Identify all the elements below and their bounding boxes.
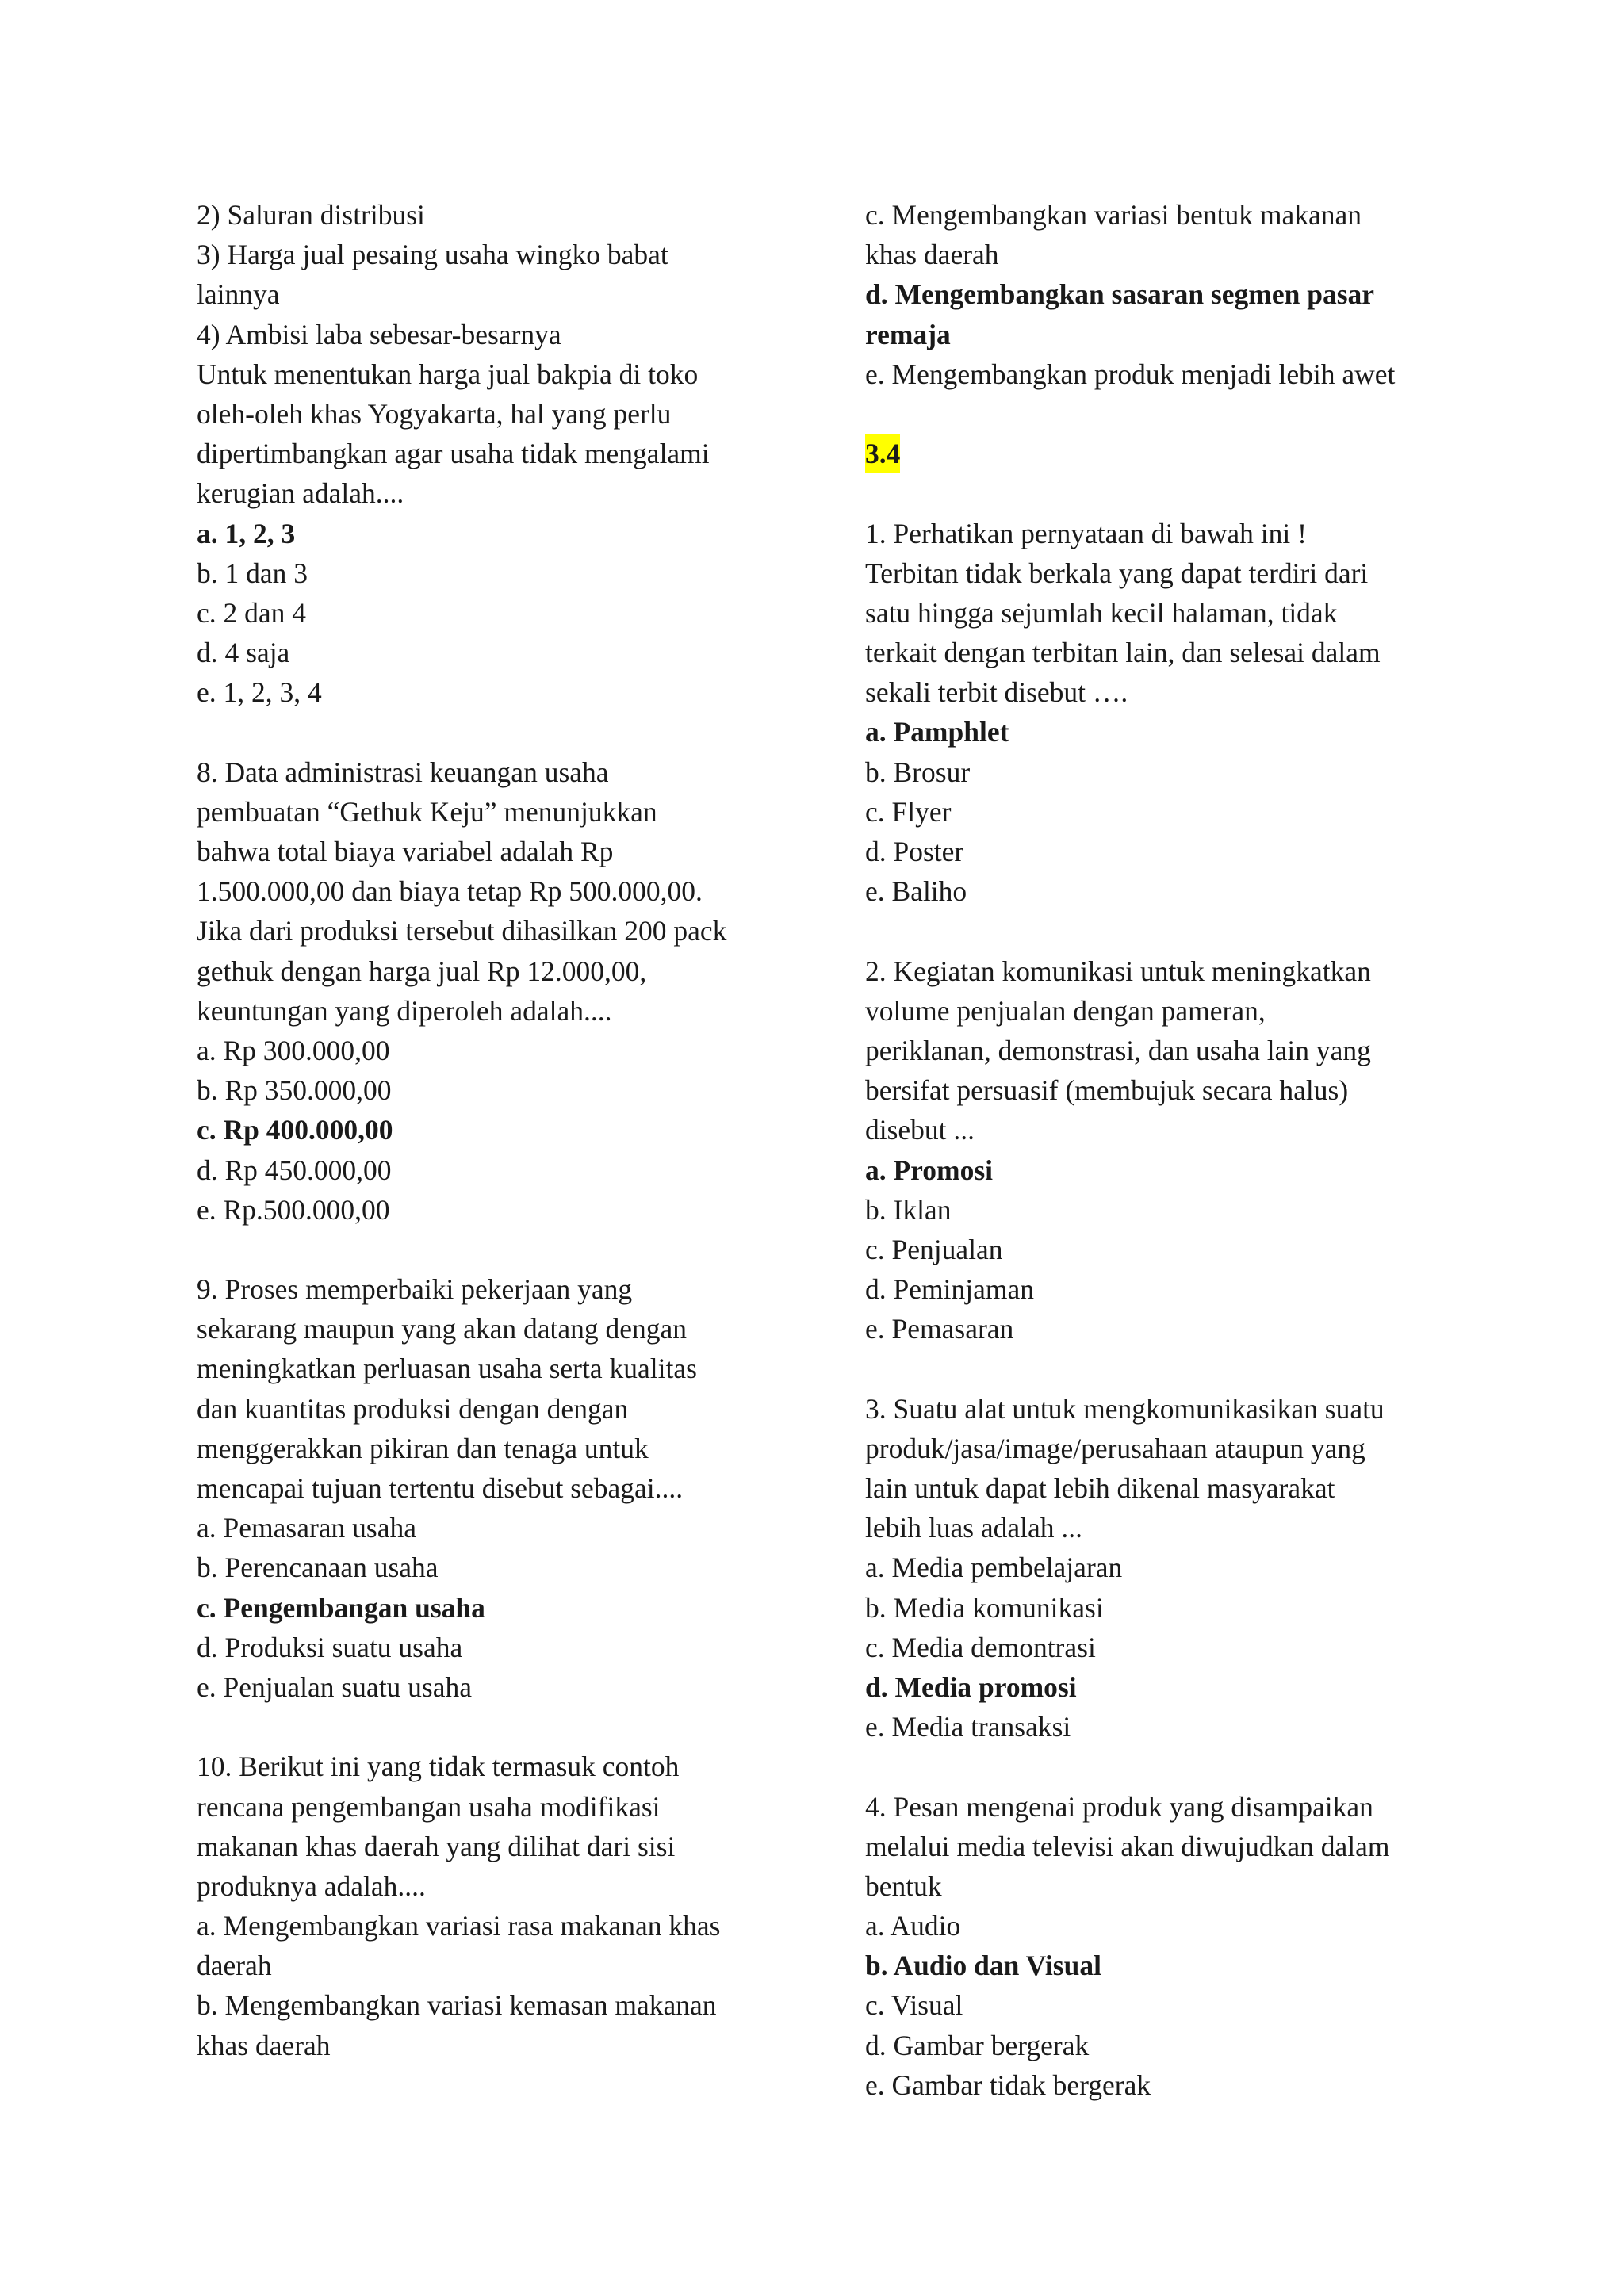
line-text: lainnya — [197, 278, 280, 311]
line-text: c. Penjualan — [865, 1233, 1003, 1265]
line-text: b. Brosur — [865, 756, 971, 788]
line-text: Jika dari produksi tersebut dihasilkan 200 pack — [197, 915, 727, 947]
text-line — [865, 1548, 1468, 1587]
text-line — [197, 1946, 799, 1985]
line-text: 1.500.000,00 dan biaya tetap Rp 500.000,00. — [197, 875, 703, 908]
text-line — [197, 394, 799, 434]
text-line — [865, 792, 1468, 832]
line-text: disebut ... — [865, 1114, 975, 1146]
text-line — [197, 315, 799, 354]
answer-line — [865, 712, 1468, 752]
line-text: a. Media pembelajaran — [865, 1552, 1123, 1584]
text-line — [865, 951, 1468, 991]
line-text: bentuk — [865, 1869, 942, 1902]
text-line — [197, 832, 799, 871]
text-line — [865, 1309, 1468, 1349]
line-text: e. Mengembangkan produk menjadi lebih awet — [865, 358, 1396, 390]
line-text: e. Gambar tidak bergerak — [865, 2068, 1151, 2101]
line-text: d. Produksi suatu usaha — [197, 1631, 463, 1663]
line-text: rencana pengembangan usaha modifikasi — [197, 1790, 661, 1823]
line-text: daerah — [197, 1950, 272, 1982]
text-line — [197, 1548, 799, 1587]
left-column — [197, 195, 799, 2065]
text-line — [865, 1110, 1468, 1150]
text-line — [865, 1070, 1468, 1110]
text-line — [197, 274, 799, 314]
line-text: meningkatkan perluasan usaha serta kualitas — [197, 1353, 697, 1385]
line-text: bahwa total biaya variabel adalah Rp — [197, 836, 614, 867]
line-text: 2) Saluran distribusi — [197, 199, 425, 231]
text-line — [865, 1707, 1468, 1747]
section-heading: 3.4 — [865, 434, 900, 473]
line-text: 8. Data administrasi keuangan usaha — [197, 756, 609, 788]
line-text: c. Media demontrasi — [865, 1631, 1096, 1663]
line-text: d. Poster — [865, 836, 964, 867]
text-line — [197, 1747, 799, 1786]
line-text: satu hingga sejumlah kecil halaman, tidak — [865, 596, 1338, 629]
line-text: a. Mengembangkan variasi rasa makanan khas — [197, 1910, 721, 1942]
line-text: e. Pemasaran — [865, 1313, 1014, 1345]
line-text: b. Iklan — [865, 1193, 952, 1226]
line-text: khas daerah — [865, 239, 999, 271]
text-line — [865, 553, 1468, 593]
text-line — [197, 1389, 799, 1429]
text-line — [865, 752, 1468, 792]
line-text: melalui media televisi akan diwujudkan dalam — [865, 1830, 1390, 1862]
text-line — [197, 473, 799, 513]
line-text: menggerakkan pikiran dan tenaga untuk — [197, 1432, 649, 1464]
line-text: e. Rp.500.000,00 — [197, 1193, 390, 1226]
blank-line — [197, 1707, 799, 1747]
text-line — [865, 991, 1468, 1031]
answer-line — [865, 1667, 1468, 1707]
text-line — [197, 1468, 799, 1508]
text-line — [865, 195, 1468, 235]
blank-line — [865, 1349, 1468, 1388]
line-text: e. Baliho — [865, 875, 967, 908]
line-text: d. Mengembangkan sasaran segmen pasar — [865, 278, 1375, 311]
text-line — [197, 752, 799, 792]
line-text: a. Pemasaran usaha — [197, 1512, 416, 1544]
line-text: b. 1 dan 3 — [197, 557, 308, 589]
line-text: e. Penjualan suatu usaha — [197, 1670, 473, 1703]
text-line — [197, 1667, 799, 1707]
line-text: a. Rp 300.000,00 — [197, 1034, 390, 1066]
text-line — [865, 1906, 1468, 1946]
line-text: oleh-oleh khas Yogyakarta, hal yang perlu — [197, 397, 672, 430]
line-text: a. Audio — [865, 1910, 961, 1942]
text-line — [197, 1429, 799, 1468]
line-text: bersifat persuasif (membujuk secara halus) — [865, 1074, 1349, 1107]
line-text: 1. Perhatikan pernyataan di bawah ini ! — [865, 517, 1307, 549]
text-line — [197, 1031, 799, 1070]
text-line — [865, 2026, 1468, 2065]
text-line — [865, 1031, 1468, 1070]
text-line — [197, 1190, 799, 1230]
text-line — [197, 871, 799, 911]
line-text: d. Media promosi — [865, 1670, 1077, 1703]
answer-line — [197, 1588, 799, 1628]
text-line — [197, 1349, 799, 1388]
line-text: terkait dengan terbitan lain, dan selesai dalam — [865, 637, 1381, 669]
line-text: b. Media komunikasi — [865, 1591, 1104, 1624]
line-text: d. 4 saja — [197, 637, 290, 669]
text-line — [865, 1468, 1468, 1508]
text-line — [865, 593, 1468, 633]
line-text: Terbitan tidak berkala yang dapat terdiri dari — [865, 557, 1369, 589]
line-text: c. Pengembangan usaha — [197, 1591, 485, 1624]
blank-line — [865, 394, 1468, 434]
text-line — [865, 672, 1468, 712]
text-line — [865, 1787, 1468, 1827]
text-line — [197, 1827, 799, 1866]
text-line — [197, 672, 799, 712]
answer-line — [197, 1110, 799, 1150]
text-line — [865, 1985, 1468, 2025]
line-text: keuntungan yang diperoleh adalah.... — [197, 994, 612, 1027]
line-text: lebih luas adalah ... — [865, 1512, 1083, 1544]
text-line — [197, 434, 799, 473]
text-line — [197, 1508, 799, 1548]
text-line — [865, 871, 1468, 911]
line-text: periklanan, demonstrasi, dan usaha lain yang — [865, 1034, 1371, 1066]
text-line — [197, 1070, 799, 1110]
line-text: c. Mengembangkan variasi bentuk makanan — [865, 199, 1362, 231]
line-text: produk/jasa/image/perusahaan ataupun yang — [865, 1432, 1365, 1464]
text-line — [197, 911, 799, 951]
line-text: a. Pamphlet — [865, 716, 1009, 748]
line-text: 4) Ambisi laba sebesar-besarnya — [197, 318, 561, 350]
text-line — [197, 991, 799, 1031]
answer-line — [865, 1946, 1468, 1985]
text-line — [865, 1508, 1468, 1548]
blank-line — [197, 712, 799, 752]
text-line — [197, 792, 799, 832]
text-line — [865, 1389, 1468, 1429]
line-text: gethuk dengan harga jual Rp 12.000,00, — [197, 955, 647, 987]
text-line — [197, 1309, 799, 1349]
text-line — [865, 832, 1468, 871]
blank-line — [865, 473, 1468, 513]
line-text: b. Mengembangkan variasi kemasan makanan — [197, 1989, 717, 2022]
line-text: khas daerah — [197, 2029, 331, 2061]
line-text: e. 1, 2, 3, 4 — [197, 676, 322, 709]
line-text: a. Promosi — [865, 1154, 994, 1186]
line-text: a. 1, 2, 3 — [197, 517, 296, 549]
line-text: b. Rp 350.000,00 — [197, 1074, 392, 1107]
blank-line — [865, 1747, 1468, 1786]
answer-line — [865, 434, 1468, 473]
line-text: mencapai tujuan tertentu disebut sebagai.... — [197, 1472, 684, 1504]
answer-line — [197, 514, 799, 553]
line-text: sekali terbit disebut …. — [865, 676, 1128, 709]
line-text: 3) Harga jual pesaing usaha wingko babat — [197, 239, 668, 271]
text-line — [197, 1269, 799, 1309]
line-text: Untuk menentukan harga jual bakpia di toko — [197, 358, 699, 390]
line-text: e. Media transaksi — [865, 1711, 1071, 1743]
line-text: dan kuantitas produksi dengan dengan — [197, 1392, 629, 1425]
line-text: d. Rp 450.000,00 — [197, 1154, 392, 1186]
line-text: c. 2 dan 4 — [197, 596, 307, 629]
text-line — [865, 1429, 1468, 1468]
line-text: c. Rp 400.000,00 — [197, 1114, 393, 1146]
text-line — [197, 593, 799, 633]
line-text: 10. Berikut ini yang tidak termasuk contoh — [197, 1751, 680, 1783]
blank-line — [865, 911, 1468, 951]
text-line — [197, 1787, 799, 1827]
line-text: d. Gambar bergerak — [865, 2029, 1090, 2061]
line-text: c. Flyer — [865, 795, 952, 828]
line-text: lain untuk dapat lebih dikenal masyarakat — [865, 1472, 1335, 1504]
text-line — [197, 1628, 799, 1667]
text-line — [197, 1906, 799, 1946]
text-line — [865, 1588, 1468, 1628]
text-line — [197, 633, 799, 672]
line-text: sekarang maupun yang akan datang dengan — [197, 1313, 688, 1345]
text-line — [197, 951, 799, 991]
text-line — [197, 195, 799, 235]
line-text: produknya adalah.... — [197, 1869, 426, 1902]
line-text: b. Audio dan Visual — [865, 1950, 1101, 1982]
text-line — [197, 1985, 799, 2025]
text-line — [865, 1628, 1468, 1667]
line-text: c. Visual — [865, 1989, 963, 2022]
right-column — [865, 195, 1468, 2105]
text-line — [865, 1269, 1468, 1309]
text-line — [865, 235, 1468, 274]
text-line — [197, 1150, 799, 1190]
text-line — [865, 1190, 1468, 1230]
line-text: 3. Suatu alat untuk mengkomunikasikan suatu — [865, 1392, 1385, 1425]
text-line — [865, 633, 1468, 672]
line-text: pembuatan “Gethuk Keju” menunjukkan — [197, 795, 657, 828]
line-text: remaja — [865, 318, 951, 350]
text-line — [197, 235, 799, 274]
blank-line — [197, 1230, 799, 1269]
text-line — [197, 354, 799, 394]
text-line — [865, 2065, 1468, 2105]
line-text: b. Perencanaan usaha — [197, 1552, 439, 1584]
line-text: d. Peminjaman — [865, 1273, 1034, 1306]
text-line — [865, 514, 1468, 553]
text-line — [197, 553, 799, 593]
line-text: makanan khas daerah yang dilihat dari sisi — [197, 1830, 676, 1862]
text-line — [865, 1827, 1468, 1866]
text-line — [865, 1230, 1468, 1269]
line-text: kerugian adalah.... — [197, 477, 404, 510]
line-text: dipertimbangkan agar usaha tidak mengalami — [197, 438, 710, 470]
line-text: 2. Kegiatan komunikasi untuk meningkatkan — [865, 955, 1371, 987]
text-line — [197, 1866, 799, 1906]
text-line — [865, 1866, 1468, 1906]
text-line — [865, 354, 1468, 394]
line-text: 4. Pesan mengenai produk yang disampaikan — [865, 1790, 1373, 1823]
line-text: 9. Proses memperbaiki pekerjaan yang — [197, 1273, 633, 1306]
text-line — [197, 2026, 799, 2065]
answer-line — [865, 1150, 1468, 1190]
answer-line — [865, 274, 1468, 314]
answer-line — [865, 315, 1468, 354]
line-text: volume penjualan dengan pameran, — [865, 994, 1266, 1027]
